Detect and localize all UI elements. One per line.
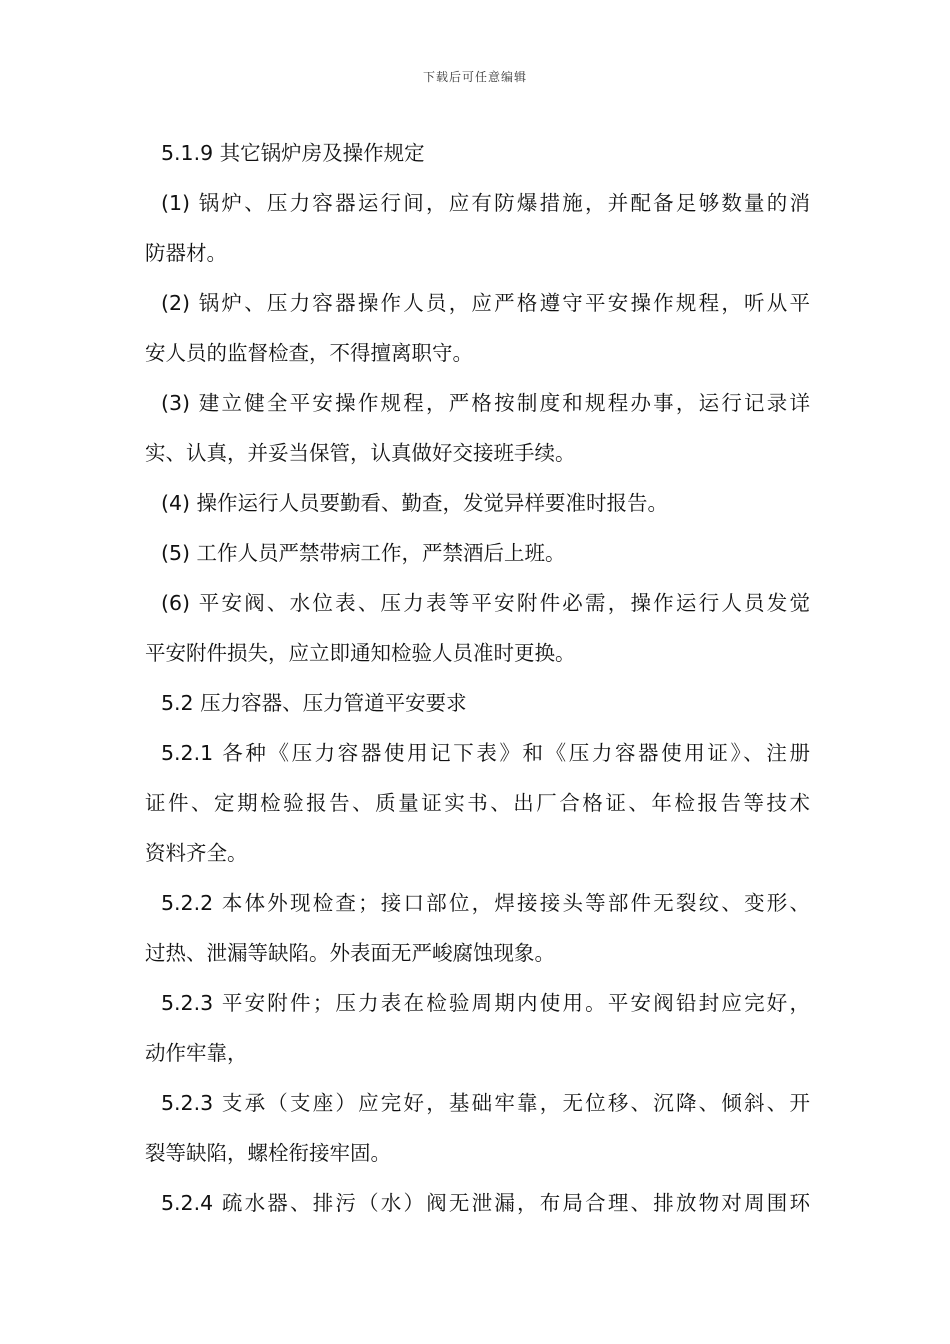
text-line: 过热、泄漏等缺陷。外表面无严峻腐蚀现象。 [145, 941, 555, 965]
text-line: 5.2.4 疏水器、排污（水）阀无泄漏，布局合理、排放物对周围环 [161, 1191, 810, 1215]
text-line: 实、认真，并妥当保管，认真做好交接班手续。 [145, 441, 576, 465]
document-body [145, 128, 810, 1228]
text-line: 5.2.3 平安附件；压力表在检验周期内使用。平安阀铅封应完好， [161, 991, 810, 1015]
text-line: (2) 锅炉、压力容器操作人员，应严格遵守平安操作规程，听从平 [161, 291, 810, 315]
text-line: (4) 操作运行人员要勤看、勤查，发觉异样要准时报告。 [161, 491, 669, 515]
text-line: 5.2 压力容器、压力管道平安要求 [161, 691, 467, 715]
text-line: 动作牢靠， [145, 1041, 248, 1065]
text-line: (3) 建立健全平安操作规程，严格按制度和规程办事，运行记录详 [161, 391, 810, 415]
page-header-note: 下载后可任意编辑 [422, 70, 527, 84]
text-line: 5.2.2 本体外现检查；接口部位，焊接接头等部件无裂纹、变形、 [161, 891, 810, 915]
text-line: (5) 工作人员严禁带病工作，严禁酒后上班。 [161, 541, 566, 565]
text-line: 5.1.9 其它锅炉房及操作规定 [161, 141, 425, 165]
text-line: 防器材。 [145, 241, 227, 265]
text-line: 安人员的监督检查，不得擅离职守。 [145, 341, 473, 365]
text-line: 资料齐全。 [145, 841, 248, 865]
text-line: 5.2.3 支承（支座）应完好，基础牢靠，无位移、沉降、倾斜、开 [161, 1091, 810, 1115]
text-line: 平安附件损失，应立即通知检验人员准时更换。 [145, 641, 576, 665]
text-line: (1) 锅炉、压力容器运行间，应有防爆措施，并配备足够数量的消 [161, 191, 810, 215]
text-line: 5.2.1 各种《压力容器使用记下表》和《压力容器使用证》、注册 [161, 741, 810, 765]
text-line: 裂等缺陷，螺栓衔接牢固。 [145, 1141, 391, 1165]
text-line: (6) 平安阀、水位表、压力表等平安附件必需，操作运行人员发觉 [161, 591, 810, 615]
text-line: 证件、定期检验报告、质量证实书、出厂合格证、年检报告等技术 [145, 791, 810, 815]
